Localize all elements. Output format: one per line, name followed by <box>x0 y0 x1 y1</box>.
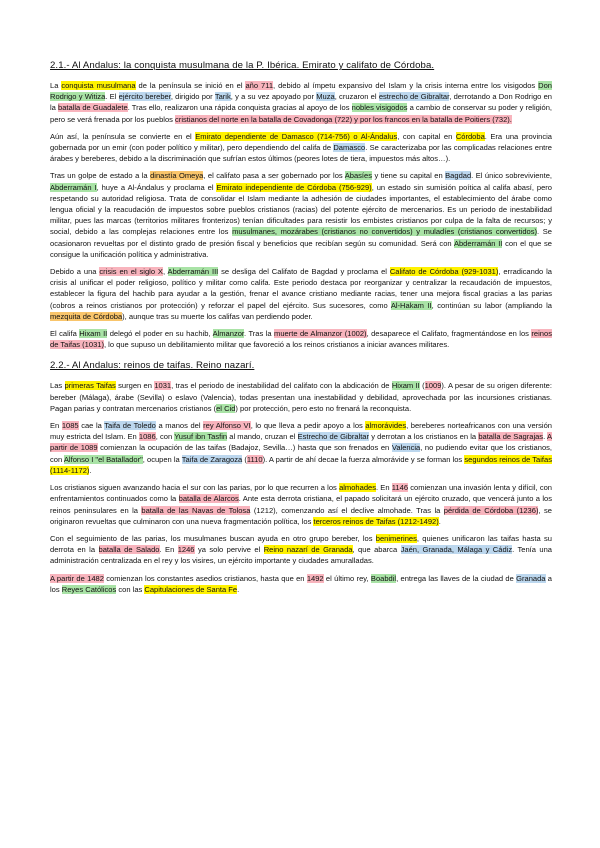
text-run: La <box>50 81 62 90</box>
highlighted-term: Reyes Católicos <box>61 584 117 594</box>
highlighted-term: reinos de Taifas (1031) <box>50 329 552 350</box>
highlighted-term: Abderramán II <box>453 238 503 248</box>
highlighted-term: 1086 <box>138 432 156 442</box>
highlighted-term: Abderramán I <box>50 182 97 192</box>
paragraph <box>50 420 552 476</box>
text-run: , se originaron revueltas que culminaron con una nueva fragmentación política, los <box>50 505 552 526</box>
highlighted-term: Almanzor <box>212 329 245 339</box>
highlighted-term: Jaén, Granada, Málaga y Cádiz <box>400 545 513 555</box>
highlighted-term: estrecho de Gibraltar <box>378 92 450 102</box>
paragraph <box>50 482 552 527</box>
highlighted-term: batalla de Sagrajas <box>478 432 544 442</box>
highlighted-term: batalla de Guadalete <box>58 103 128 113</box>
highlighted-term: 1009 <box>424 381 442 391</box>
text-run: , con capital en <box>397 131 456 141</box>
text-run: Con el seguimiento de las parias, los musulmanes buscan ayuda en otro grupo bereber, los <box>50 533 376 543</box>
text-run: Las <box>50 381 65 391</box>
text-run: y tiene su capital en <box>372 171 446 181</box>
paragraph <box>50 131 552 165</box>
highlighted-term: 1146 <box>391 483 409 493</box>
highlighted-term: almorávides <box>365 421 407 431</box>
text-run: ( <box>419 381 425 391</box>
highlighted-term: Hixam II <box>79 329 108 339</box>
highlighted-term: Córdoba <box>455 131 485 141</box>
highlighted-term: el Cid <box>216 403 236 413</box>
highlighted-term: musulmanes, mozárabes (cristianos no convertidos) y muladíes (cristianos convertidos) <box>232 227 538 237</box>
text-run: , desaparece el Califato, fragmentándose en los <box>366 329 532 339</box>
text-run: , erradicando la crisis al unificar el poder religioso, político y militar como califa. Este periodo destaca por reorganizar y centralizar la recaudación de impuestos, establecer la figura del hachib para ayudar a la gestión, frenar el avance cristiano mediante racias, tener una mejora fiscal gracias a las parias (cobros a reinos cristianos por protección) y reforzar el papel del ejército. Sus sucesores, como <box>50 267 552 310</box>
text-run: . El <box>105 92 119 102</box>
text-run: , derrotando a Don Rodrigo en la <box>50 92 552 113</box>
highlighted-term: Yusuf ibn Tasfin <box>174 432 228 442</box>
text-run: , lo que lleva a pedir apoyo a los <box>250 421 366 431</box>
text-run: , con <box>155 432 175 442</box>
highlighted-term: conquista musulmana <box>61 81 136 90</box>
text-run: . <box>543 432 547 442</box>
highlighted-term: Reino nazarí de Granada <box>263 545 353 555</box>
text-run: , tras el periodo de inestabilidad del califato con la abdicación de <box>171 381 392 391</box>
highlighted-term: pérdida de Córdoba (1236) <box>443 505 539 515</box>
highlighted-term: Muza <box>316 92 335 102</box>
highlighted-term: benimerines <box>375 533 417 543</box>
paragraph <box>50 533 552 567</box>
section2-body <box>50 380 552 594</box>
text-run: ( <box>242 454 247 464</box>
highlighted-term: Abderramán III <box>167 267 219 277</box>
text-run: surgen en <box>115 381 155 391</box>
text-run: comienzan la ocupación de las taifas (Badajoz, Sevilla…) hasta que son frenados en <box>97 443 392 453</box>
highlighted-term: A partir de 1482 <box>50 573 104 583</box>
text-run: , el califato pasa a ser gobernado por los <box>203 171 345 181</box>
text-run: ). A partir de ahí decae la fuerza almorávide y se forman los <box>262 454 465 464</box>
highlighted-term: nobles visigodos <box>351 103 408 113</box>
text-run: . En <box>375 483 392 493</box>
highlighted-term: Emirato dependiente de Damasco (714-756) o Al-Ándalus <box>195 131 398 141</box>
highlighted-term: dinastía Omeya <box>150 171 204 181</box>
highlighted-term: Taifa de Zaragoza <box>181 454 243 464</box>
text-run: , huye a Al-Ándalus y proclama el <box>96 182 217 192</box>
highlighted-term: almohades <box>339 483 376 493</box>
text-run: de la península se inició en el <box>135 81 246 90</box>
text-run: . Ante esta derrota cristiana, el papado solicitará un ejército cruzado, que vencerá junto a los reinos peninsulares en la <box>50 494 552 515</box>
text-run: (1212), comenzando así el declive almohade. Tras la <box>250 505 444 515</box>
text-run: , <box>162 267 168 277</box>
highlighted-term: muerte de Almanzor (1002) <box>274 329 367 339</box>
text-run: el último rey, <box>323 573 371 583</box>
highlighted-term: 1085 <box>61 421 79 431</box>
highlighted-term: Emirato independiente de Córdoba (756-929) <box>216 182 372 192</box>
text-run: al mando, cruzan el <box>227 432 298 442</box>
section1-body <box>50 80 552 350</box>
highlighted-term: Capitulaciones de Santa Fe <box>144 584 238 594</box>
highlighted-term: Tarik <box>214 92 231 102</box>
highlighted-term: batalla de Salado <box>98 545 160 555</box>
highlighted-term: Granada <box>516 573 546 583</box>
paragraph <box>50 80 552 125</box>
text-run: con el que se consigue la unificación política y administrativa. <box>50 238 552 259</box>
highlighted-term: rey Alfonso VI <box>203 421 251 431</box>
text-run: . Tras la <box>244 329 275 339</box>
text-run: En <box>50 421 62 431</box>
text-run: Debido a una <box>50 267 100 277</box>
text-run: . Se ocasionaron revueltas por el distinto grado de presión fiscal y beneficios que recibían según su comunidad. Será con <box>50 227 552 248</box>
text-run: ya solo pervive el <box>194 545 264 555</box>
paragraph <box>50 266 552 322</box>
text-run: a los <box>50 573 553 594</box>
text-run: y derrotan a los cristianos en la <box>369 432 479 442</box>
highlighted-term: Bagdad <box>445 171 472 181</box>
highlighted-term: Valencia <box>391 443 421 453</box>
text-run: . <box>89 465 92 475</box>
text-run: con las <box>116 584 145 594</box>
text-run: ). A pesar de su origen diferente: bereber (Málaga), árabe (Sevilla) o eslavo (Valencia), todas presentan una inestabilidad y debilidad, aprovechada por las incursiones cristianas. Pagan parias y contratan mercenarios cristianos ( <box>50 381 552 413</box>
text-run: ), aunque tras su muerte los califas van perdiendo poder. <box>122 311 313 321</box>
text-run: , cruzaron el <box>334 92 379 102</box>
text-run: , quienes unificaron las taifas hasta su derrota en la <box>50 533 552 555</box>
paragraph <box>50 380 552 414</box>
text-run: ) por protección, pero esto no frenará la reconquista. <box>235 403 412 413</box>
highlighted-term: Abasíes <box>344 171 372 181</box>
text-run: , continúan su labor (ampliando la <box>431 300 553 310</box>
text-run: , entrega las llaves de la ciudad de <box>396 573 517 583</box>
highlighted-term: Damasco <box>333 143 366 153</box>
text-run: . <box>438 516 441 526</box>
highlighted-term: batalla de Alarcos <box>178 494 239 504</box>
highlighted-term: 1492 <box>306 573 324 583</box>
text-run: comienzan una invasión lenta y difícil, con enfrentamientos continuados como la <box>50 483 552 504</box>
highlighted-term: cristianos del norte en la batalla de Covadonga (722) y por los francos en la batalla de Poitiers (732). <box>175 114 512 124</box>
highlighted-term: ejército bereber <box>118 92 171 102</box>
highlighted-term: Boabdil <box>370 573 397 583</box>
highlighted-term: 1110 <box>246 454 263 464</box>
paragraph <box>50 170 552 260</box>
text-run: . Era una provincia gobernada por un emir (con poder político y militar), pero dependiendo del califa de <box>50 131 552 153</box>
text-run: , debido al ímpetu expansivo del Islam y la crisis interna entre los visigodos <box>273 81 539 90</box>
highlighted-term: segundos reinos de Taifas (1114-1172) <box>50 454 552 475</box>
highlighted-term: Hixam II <box>391 381 420 391</box>
highlighted-term: A partir de 1089 <box>50 432 552 453</box>
highlighted-term: Alfonso I "el Batallador" <box>63 454 143 464</box>
text-run: , ocupen la <box>142 454 182 464</box>
text-run: delegó el poder en su hachib, <box>107 329 213 339</box>
text-run: se desliga del Califato de Bagdad y proclama el <box>218 267 390 277</box>
text-run: Los cristianos siguen avanzando hacia el sur con las parias, por lo que recurren a los <box>50 483 340 493</box>
text-run: , dirigido por <box>170 92 215 102</box>
text-run: , y a su vez apoyado por <box>230 92 317 102</box>
text-run: . El único sobreviviente, <box>471 171 552 181</box>
text-run: El califa <box>50 329 80 339</box>
text-run: Tras un golpe de estado a la <box>50 171 151 181</box>
highlighted-term: Al-Hakam II <box>390 300 432 310</box>
text-run: comienzan los constantes asedios cristianos, hasta que en <box>103 573 307 583</box>
text-run: a cambio de conservar su poder y religión, pero se verá frenada por los pueblos <box>50 103 552 124</box>
text-run: , que abarca <box>352 545 401 555</box>
highlighted-term: Don Rodrigo y Witiza <box>50 81 552 102</box>
paragraph <box>50 573 552 595</box>
text-run: . Tenía una administración centralizada en el rey y los visires, un ejército importante y ciudades amuralladas. <box>50 545 552 566</box>
highlighted-term: terceros reinos de Taifas (1212-1492) <box>313 516 439 526</box>
highlighted-term: Taifa de Toledo <box>104 421 156 431</box>
highlighted-term: Estrecho de Gibraltar <box>297 432 370 442</box>
paragraph <box>50 328 552 350</box>
section-title-taifas: 2.2.- Al Andalus: reinos de taifas. Reino nazarí. <box>50 360 255 372</box>
text-run: , un estado sin sumisión poítica al califa abasí, pero respetando su autoridad religiosa. Trata de consolidar el Islam mediante la adhesión de ciudades importantes, el establecimiento del árabe como lengua oficial y la reacudación de impuestos sobre pueblos cristianos (racias) del potente ejército de mercenarios. Es un periodo de inestabilidad militar, pues las marcas (territorios militares fronterizos) tenían dificultades para resistir los embistes cristianos por culpa de la falta de recursos; y social, debido a las complejas relaciones entre los <box>50 182 552 237</box>
highlighted-term: 1246 <box>177 545 195 555</box>
text-run: . <box>237 584 240 594</box>
highlighted-term: crisis en el siglo X <box>99 267 163 277</box>
highlighted-term: año 711 <box>245 81 274 90</box>
text-run: , no pudiendo evitar que los cristianos, con <box>50 443 553 464</box>
highlighted-term: primeras Taifas <box>64 381 116 391</box>
text-run: a manos del <box>155 421 204 431</box>
section-title-al-andalus-conquest: 2.1.- Al Andalus: la conquista musulmana de la P. Ibérica. Emirato y califato de Córdoba. <box>50 60 435 71</box>
text-run: . En <box>159 545 178 555</box>
text-run: , bereberes norteafricanos con una versión muy estricta del Islam. En <box>50 421 552 442</box>
highlighted-term: mezquita de Córdoba <box>50 311 123 321</box>
document-page <box>50 60 552 601</box>
text-run: . Se caracterizaba por las complicadas relaciones entre árabes y bereberes, debido a la discriminación que sufrían estos últimos (peores lotes de tiera, impuestos más altos…). <box>50 143 552 164</box>
highlighted-term: 1031 <box>154 381 172 391</box>
text-run: , lo que supuso un debilitamiento militar que favoreció a los reinos cristianos a iniciar avances militares. <box>103 340 450 350</box>
text-run: . Tras ello, realizaron una rápida conquista gracias al apoyo de los <box>127 103 352 113</box>
highlighted-term: batalla de las Navas de Tolosa <box>141 505 251 515</box>
text-run: Aún así, la península se convierte en el <box>50 131 196 141</box>
text-run: cae la <box>78 421 105 431</box>
highlighted-term: Califato de Córdoba (929-1031) <box>389 267 499 277</box>
